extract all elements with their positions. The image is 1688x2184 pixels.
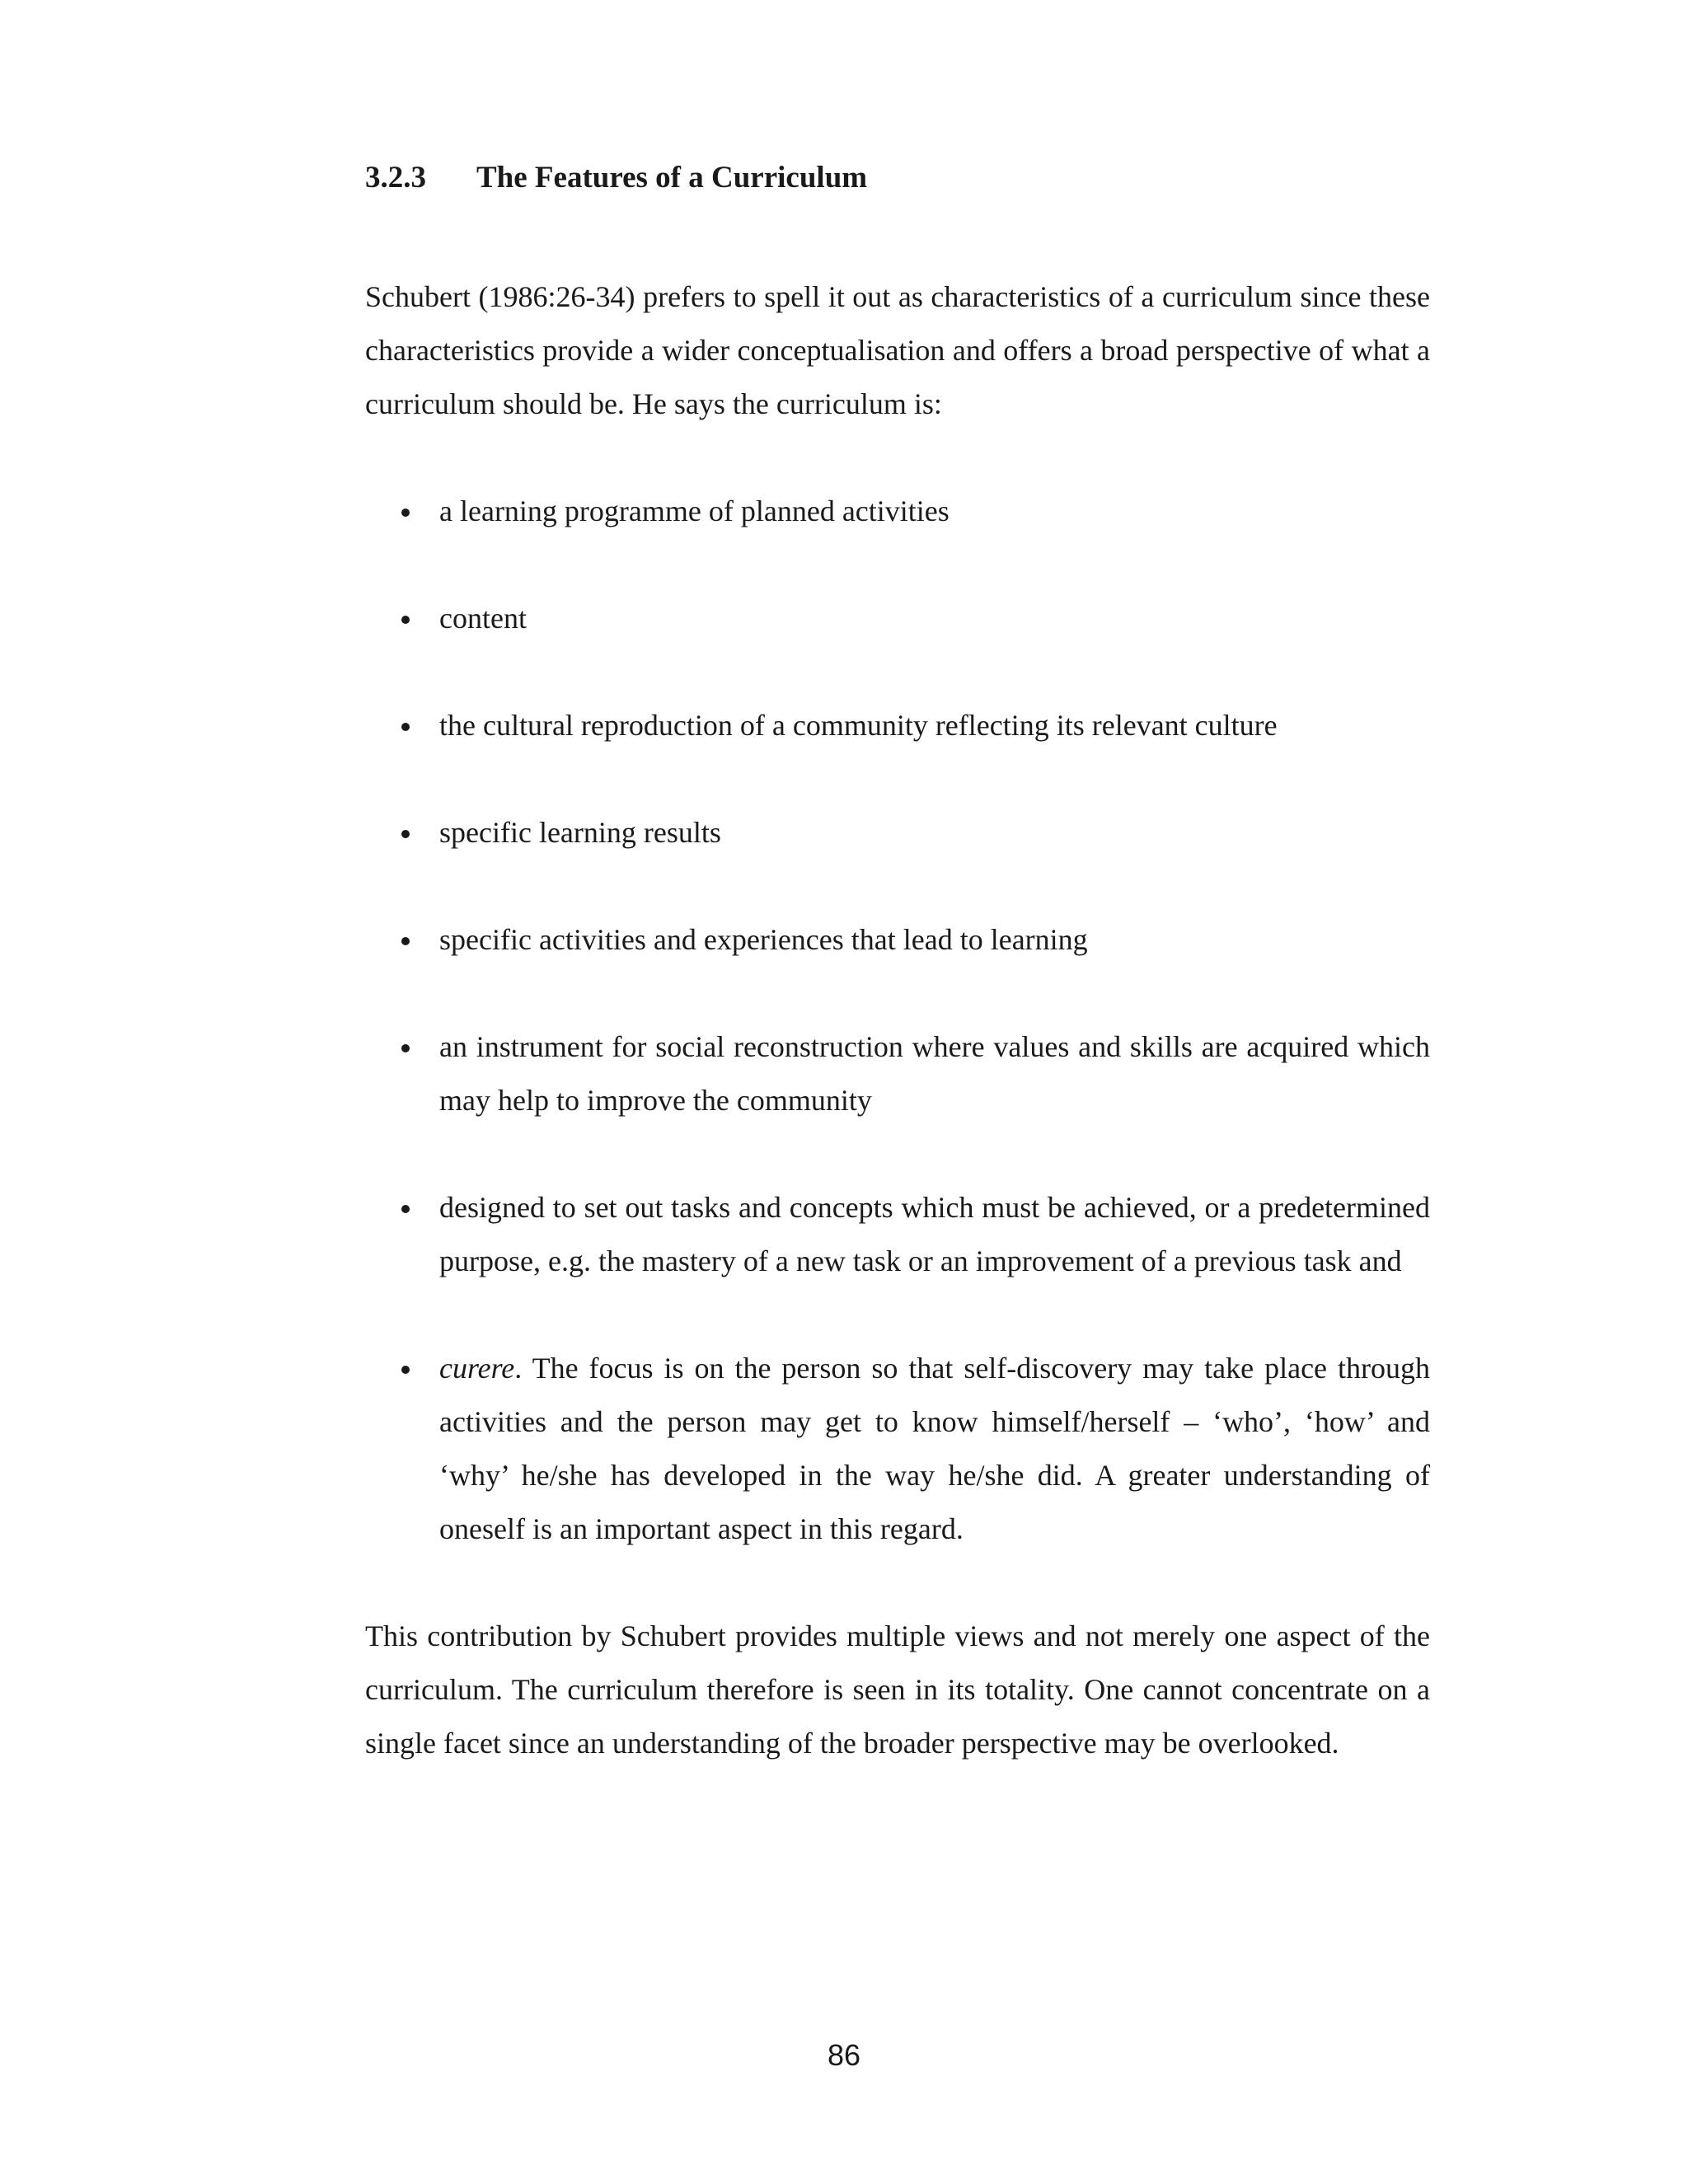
list-item-curere <box>365 1342 1430 1556</box>
section-heading <box>365 162 1430 194</box>
section-title: The Features of a Curriculum <box>476 161 868 194</box>
list-item <box>365 1181 1430 1288</box>
bullet-icon <box>401 830 410 838</box>
list-item-text: content <box>439 602 527 635</box>
list-item-text: specific learning results <box>439 816 721 849</box>
list-item <box>365 699 1430 752</box>
bullet-icon <box>401 1366 410 1374</box>
list-item <box>365 806 1430 860</box>
list-item <box>365 485 1430 538</box>
bullet-icon <box>401 1205 410 1213</box>
page-number: 86 <box>827 2038 861 2072</box>
list-item-text: an instrument for social reconstruction where values and skills are acquired which may help to improve the community <box>439 1030 1430 1117</box>
list-item-text: a learning programme of planned activities <box>439 494 950 527</box>
list-item-text: specific activities and experiences that lead to learning <box>439 923 1088 956</box>
bullet-icon <box>401 509 410 517</box>
intro-paragraph: Schubert (1986:26-34) prefers to spell it out as characteristics of a curriculum since these characteristics provide a wider conceptualisation and offers a broad perspective of what a curriculum should be. He says the curriculum is: <box>365 280 1430 420</box>
list-item <box>365 1020 1430 1127</box>
section-number: 3.2.3 <box>365 161 426 194</box>
italic-term: curere <box>439 1352 515 1385</box>
characteristics-list <box>365 485 1430 1556</box>
closing-paragraph: This contribution by Schubert provides multiple views and not merely one aspect of the curriculum. The curriculum therefore is seen in its totality. One cannot concentrate on a single facet since an understanding of the broader perspective may be overlooked. <box>365 1619 1430 1760</box>
list-item-text: designed to set out tasks and concepts which must be achieved, or a predetermined purpose, e.g. the mastery of a new task or an improvement of a previous task and <box>439 1191 1430 1277</box>
page-content <box>365 162 1430 1770</box>
bullet-icon <box>401 616 410 624</box>
bullet-icon <box>401 723 410 731</box>
list-item-text: the cultural reproduction of a community reflecting its relevant culture <box>439 709 1278 742</box>
list-item-text: . The focus is on the person so that self-discovery may take place through activities and the person may get to know himself/herself – ‘who’, ‘how’ and ‘why’ he/she has developed in the way he/she did. A greater understanding of oneself is an important aspect in this regard. <box>439 1352 1430 1545</box>
bullet-icon <box>401 1044 410 1052</box>
list-item <box>365 913 1430 967</box>
bullet-icon <box>401 937 410 945</box>
list-item <box>365 592 1430 645</box>
